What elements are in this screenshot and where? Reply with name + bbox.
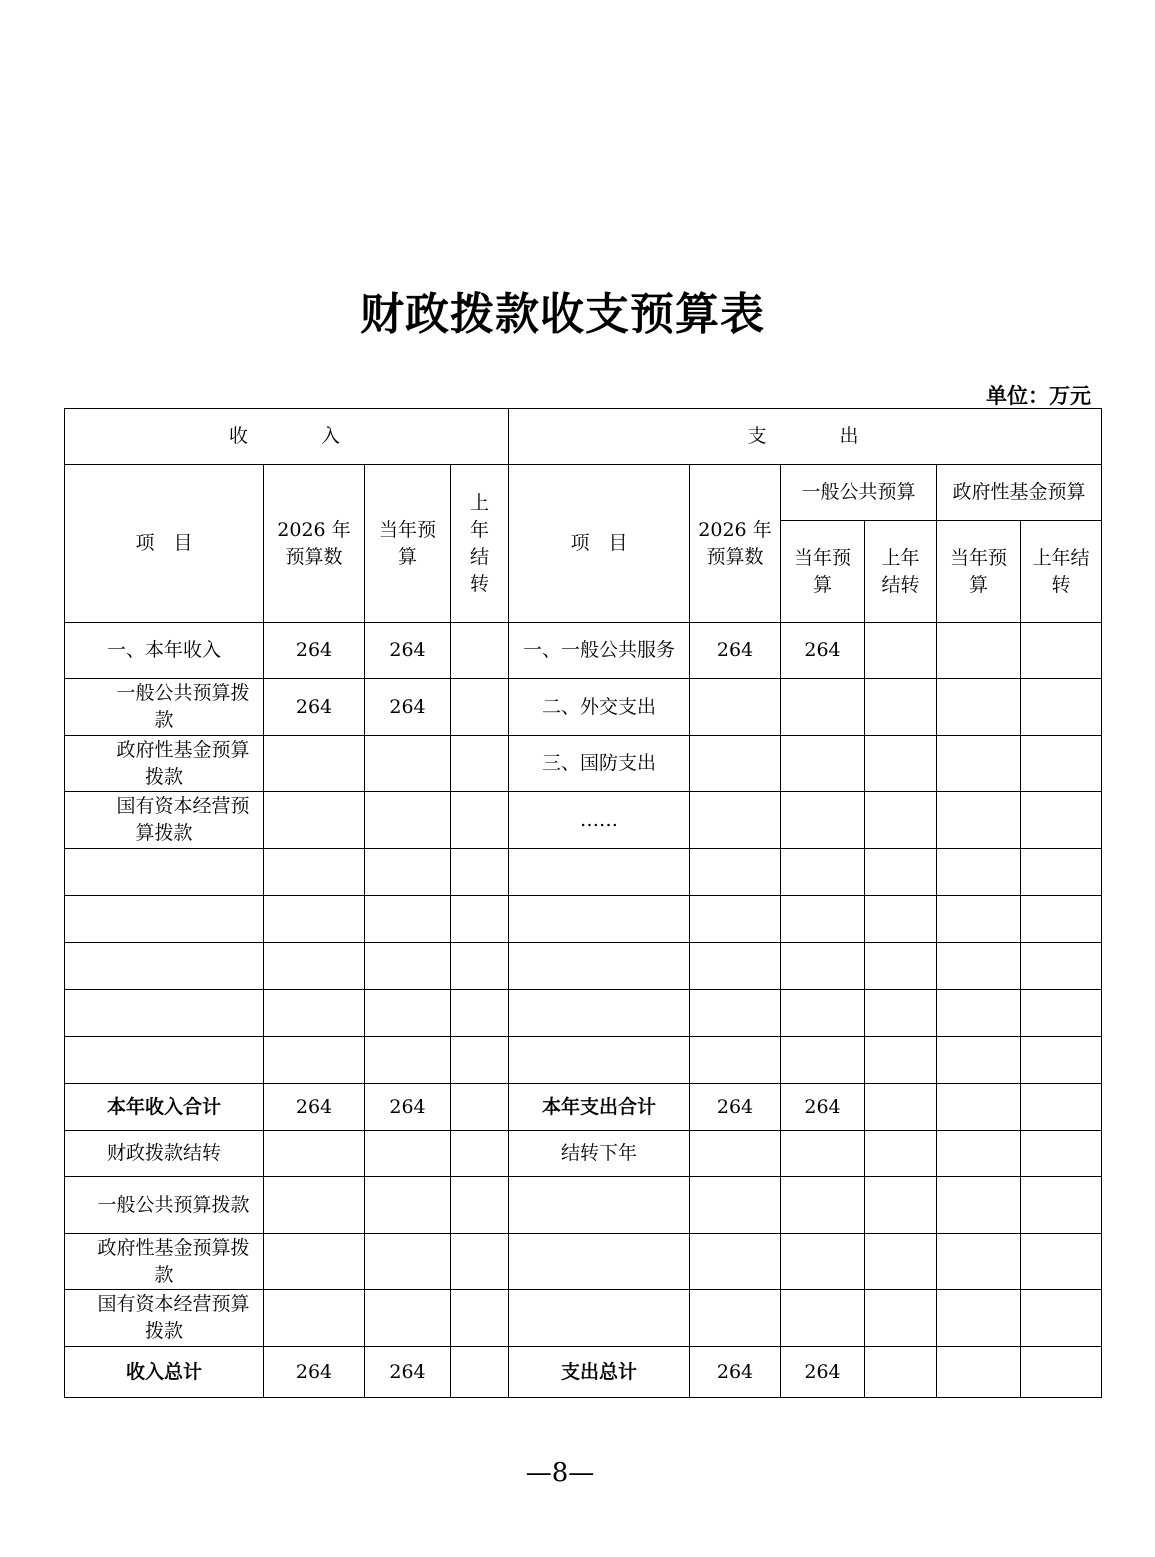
- expense-total-label: 本年支出合计: [509, 1084, 690, 1131]
- table-row: [65, 1234, 1102, 1290]
- table-row: [65, 990, 1102, 1037]
- expense-grand-total-budget: 264: [690, 1347, 781, 1398]
- expense-budget-2026-header: 2026 年预算数: [690, 465, 781, 623]
- income-header: 收 入: [65, 409, 509, 465]
- expense-gen-current: [781, 736, 865, 792]
- carry-sub-state-capital: 国有资本经营预算拨款: [65, 1290, 264, 1347]
- expense-total-budget: 264: [690, 1084, 781, 1131]
- income-total-current: 264: [365, 1084, 451, 1131]
- income-carry: [451, 679, 509, 736]
- expense-total-current: 264: [781, 1084, 865, 1131]
- income-current-header: 当年预算: [365, 465, 451, 623]
- income-current: 264: [365, 679, 451, 736]
- income-grand-total-current: 264: [365, 1347, 451, 1398]
- income-current: [365, 792, 451, 849]
- fund-carryover-header: 上年结转: [1021, 521, 1102, 623]
- expense-item: ……: [509, 792, 690, 849]
- income-budget: 264: [264, 623, 365, 679]
- table-row: [65, 1037, 1102, 1084]
- table-row: [65, 896, 1102, 943]
- income-carry: [451, 792, 509, 849]
- income-total-budget: 264: [264, 1084, 365, 1131]
- income-grand-total-label: 收入总计: [65, 1347, 264, 1398]
- carry-sub-fund: 政府性基金预算拨款: [65, 1234, 264, 1290]
- expense-gen-current: [781, 792, 865, 849]
- income-current: [365, 736, 451, 792]
- expense-header: 支 出: [509, 409, 1102, 465]
- page-number: —8—: [525, 1458, 595, 1488]
- expense-budget: [690, 679, 781, 736]
- income-budget: 264: [264, 679, 365, 736]
- expense-item: 三、国防支出: [509, 736, 690, 792]
- income-budget-2026-header: 2026 年预算数: [264, 465, 365, 623]
- income-item-header: 项 目: [65, 465, 264, 623]
- income-carry: [451, 623, 509, 679]
- income-item: 一、本年收入: [65, 623, 264, 679]
- income-budget: [264, 736, 365, 792]
- income-item: 国有资本经营预算拨款: [65, 792, 264, 849]
- table-row: [65, 679, 1102, 736]
- income-total-label: 本年收入合计: [65, 1084, 264, 1131]
- table-row: [65, 1131, 1102, 1177]
- table-row: [65, 943, 1102, 990]
- expense-gen-current: [781, 679, 865, 736]
- table-row: [65, 792, 1102, 849]
- expense-budget: [690, 736, 781, 792]
- expense-grand-total-current: 264: [781, 1347, 865, 1398]
- budget-table: [64, 408, 1102, 1398]
- page-title: 财政拨款收支预算表: [360, 289, 765, 340]
- expense-grand-total-label: 支出总计: [509, 1347, 690, 1398]
- unit-label: 单位：万元: [986, 384, 1091, 408]
- expense-budget: [690, 792, 781, 849]
- expense-gen-current: 264: [781, 623, 865, 679]
- general-current-header: 当年预算: [781, 521, 865, 623]
- income-grand-total-budget: 264: [264, 1347, 365, 1398]
- general-carryover-header: 上年结转: [865, 521, 937, 623]
- expense-item: 一、一般公共服务: [509, 623, 690, 679]
- table-row: [65, 623, 1102, 679]
- table-row: [65, 849, 1102, 896]
- carry-sub-general: 一般公共预算拨款: [65, 1177, 264, 1234]
- expense-carry-label: 结转下年: [509, 1131, 690, 1177]
- income-item: 政府性基金预算拨款: [65, 736, 264, 792]
- general-budget-header: 一般公共预算: [781, 465, 937, 521]
- table-row: [65, 736, 1102, 792]
- income-carry: [451, 736, 509, 792]
- income-carry-label: 财政拨款结转: [65, 1131, 264, 1177]
- income-item: 一般公共预算拨款: [65, 679, 264, 736]
- income-current: 264: [365, 623, 451, 679]
- fund-budget-header: 政府性基金预算: [937, 465, 1102, 521]
- totals-row: [65, 1084, 1102, 1131]
- income-carryover-header: 上 年 结 转: [451, 465, 509, 623]
- table-row: [65, 1177, 1102, 1234]
- expense-item: 二、外交支出: [509, 679, 690, 736]
- expense-budget: 264: [690, 623, 781, 679]
- expense-item-header: 项 目: [509, 465, 690, 623]
- fund-current-header: 当年预算: [937, 521, 1021, 623]
- grand-totals-row: [65, 1347, 1102, 1398]
- table-row: [65, 1290, 1102, 1347]
- income-budget: [264, 792, 365, 849]
